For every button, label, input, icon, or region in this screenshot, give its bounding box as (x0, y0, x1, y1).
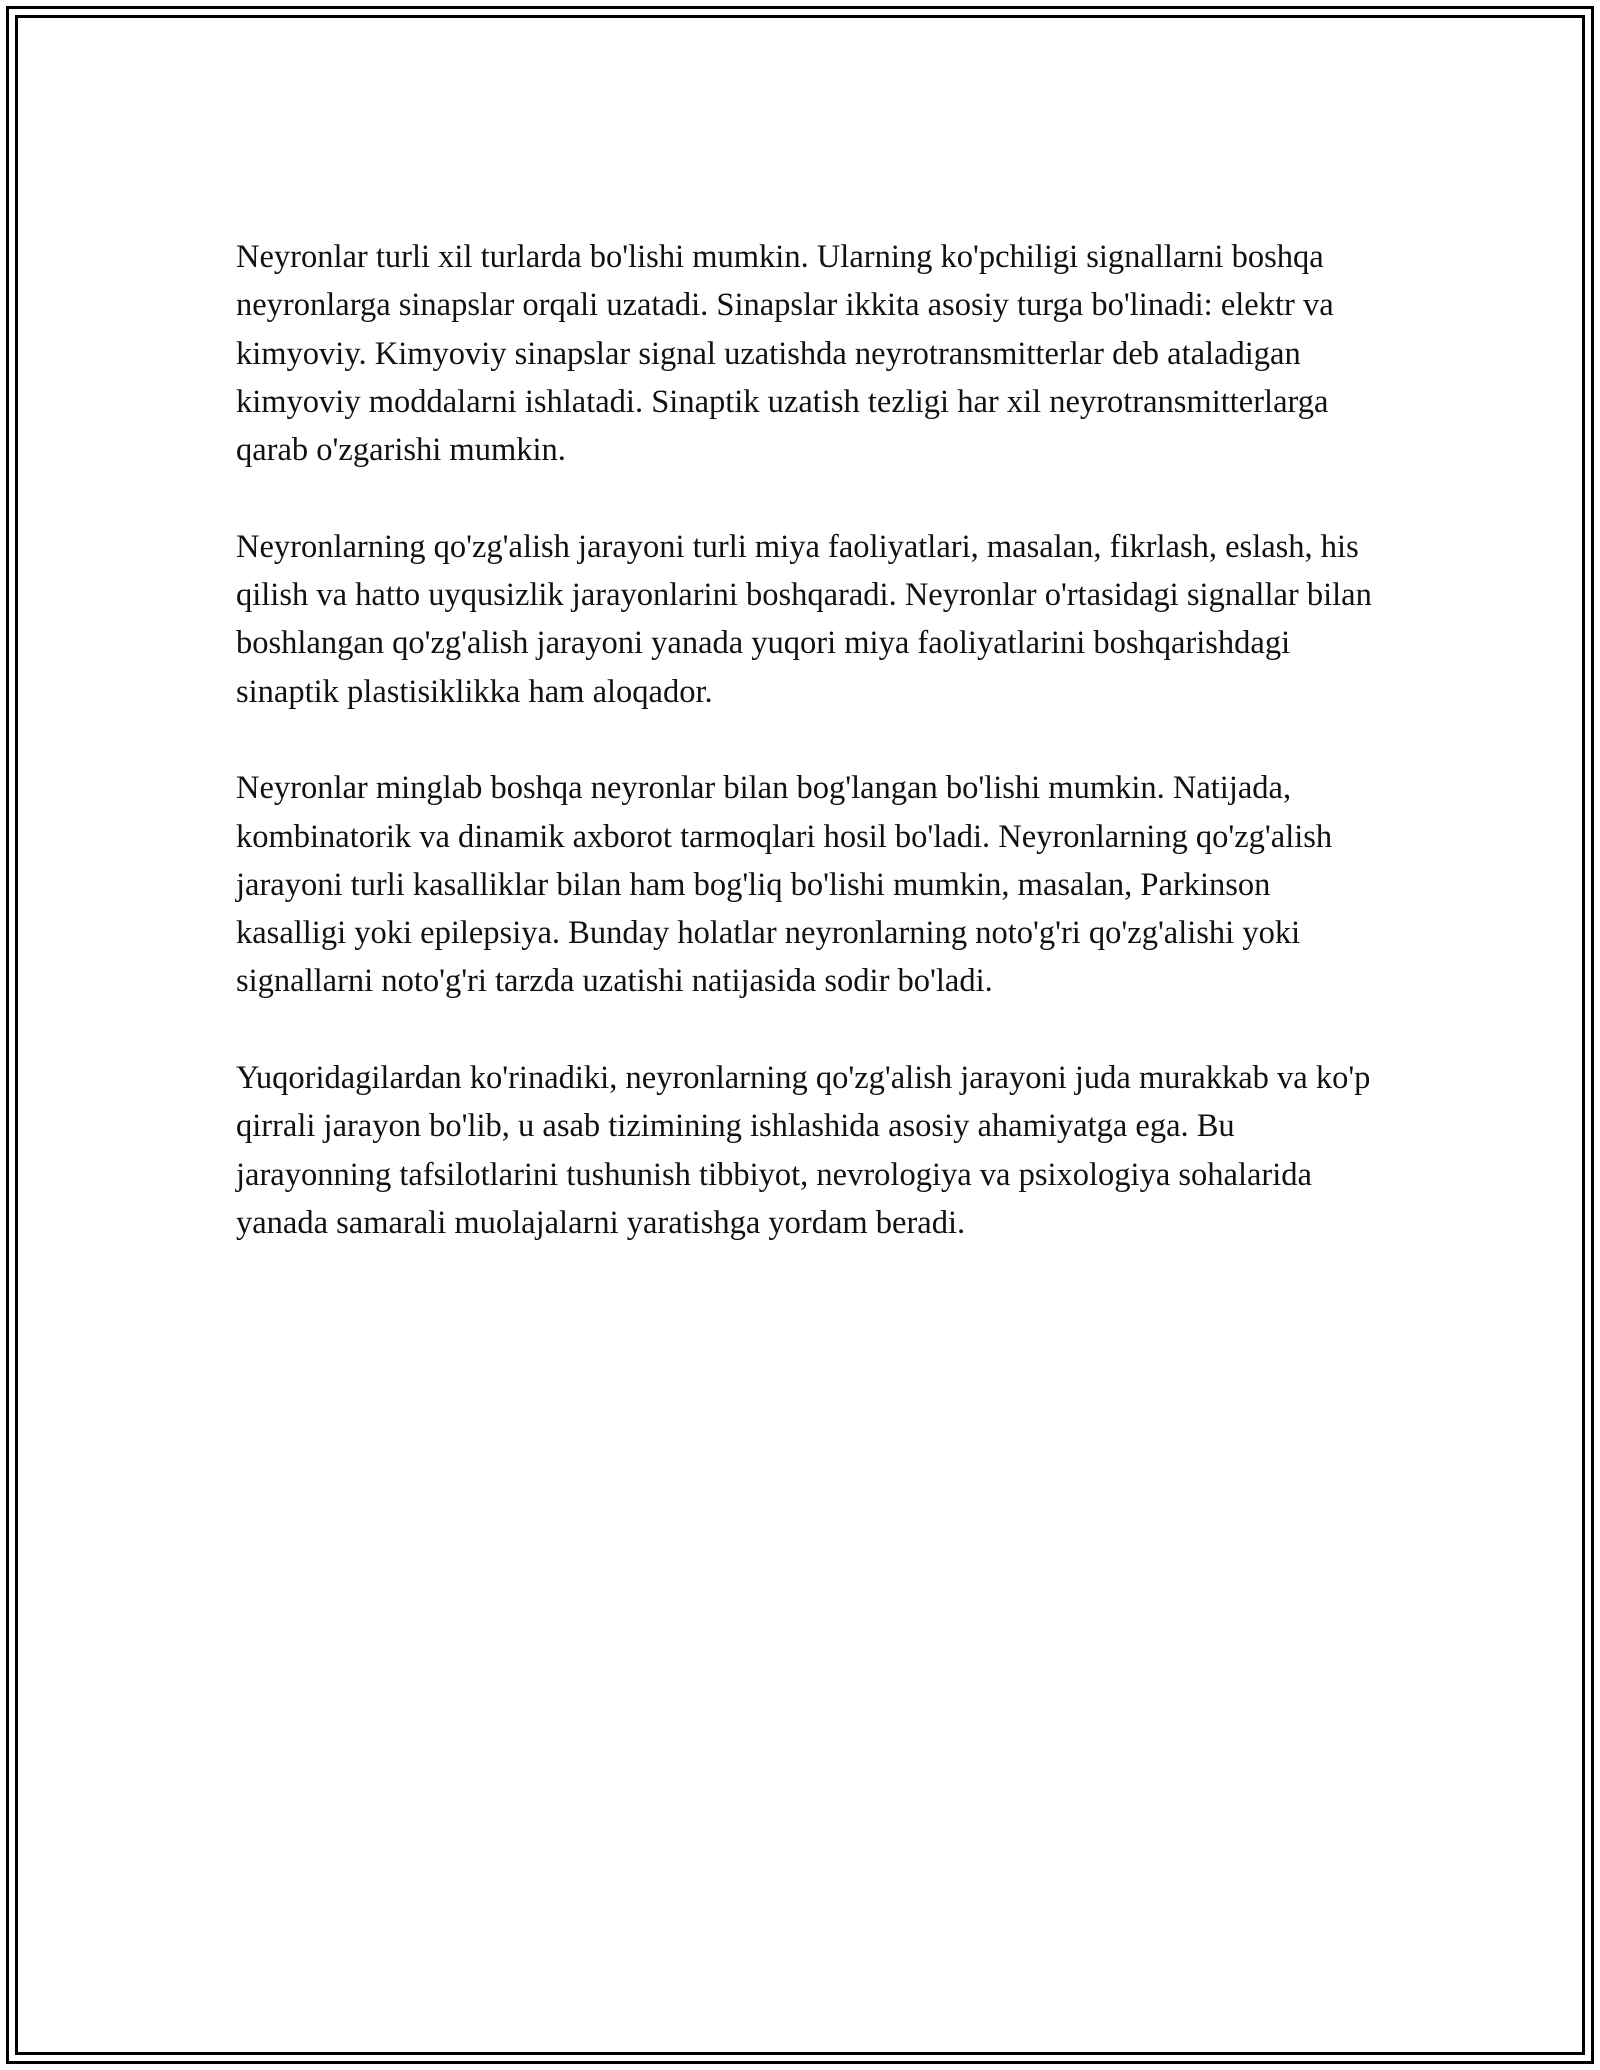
paragraph-synapses: Neyronlar turli xil turlarda bo'lishi mumkin. Ularning ko'pchiligi signallarni boshqa neyronlarga sinapslar orqali uzatadi. Sinapslar ikkita asosiy turga bo'linadi: elektr va kimyoviy. Kimyoviy sinapslar signal uzatishda neyrotransmitterlar deb ataladigan kimyoviy moddalarni ishlatadi. Sinaptik uzatish tezligi har xil neyrotransmitterlarga qarab o'zgarishi mumkin. (236, 239, 1334, 469)
paragraph-brain-activity: Neyronlarning qo'zg'alish jarayoni turli miya faoliyatlari, masalan, fikrlash, eslash, his qilish va hatto uyqusizlik jarayonlarini boshqaradi. Neyronlar o'rtasidagi signallar bilan boshlangan qo'zg'alish jarayoni yanada yuqori miya faoliyatlarini boshqarishdagi sinaptik plastisiklikka ham aloqador. (236, 528, 1372, 710)
paragraph-conclusion: Yuqoridagilardan ko'rinadiki, neyronlarning qo'zg'alish jarayoni juda murakkab va ko'p qirrali jarayon bo'lib, u asab tizimining ishlashida asosiy ahamiyatga ega. Bu jarayonning tafsilotlarini tushunish tibbiyot, nevrologiya va psixologiya sohalarida yanada samarali muolajalarni yaratishga yordam beradi. (236, 1060, 1371, 1241)
document-body (236, 233, 1386, 1296)
paragraph-networks-diseases: Neyronlar minglab boshqa neyronlar bilan bog'langan bo'lishi mumkin. Natijada, kombinatorik va dinamik axborot tarmoqlari hosil bo'ladi. Neyronlarning qo'zg'alish jarayoni turli kasalliklar bilan ham bog'liq bo'lishi mumkin, masalan, Parkinson kasalligi yoki epilepsiya. Bunday holatlar neyronlarning noto'g'ri qo'zg'alishi yoki signallarni noto'g'ri tarzda uzatishi natijasida sodir bo'ladi. (236, 770, 1333, 1000)
